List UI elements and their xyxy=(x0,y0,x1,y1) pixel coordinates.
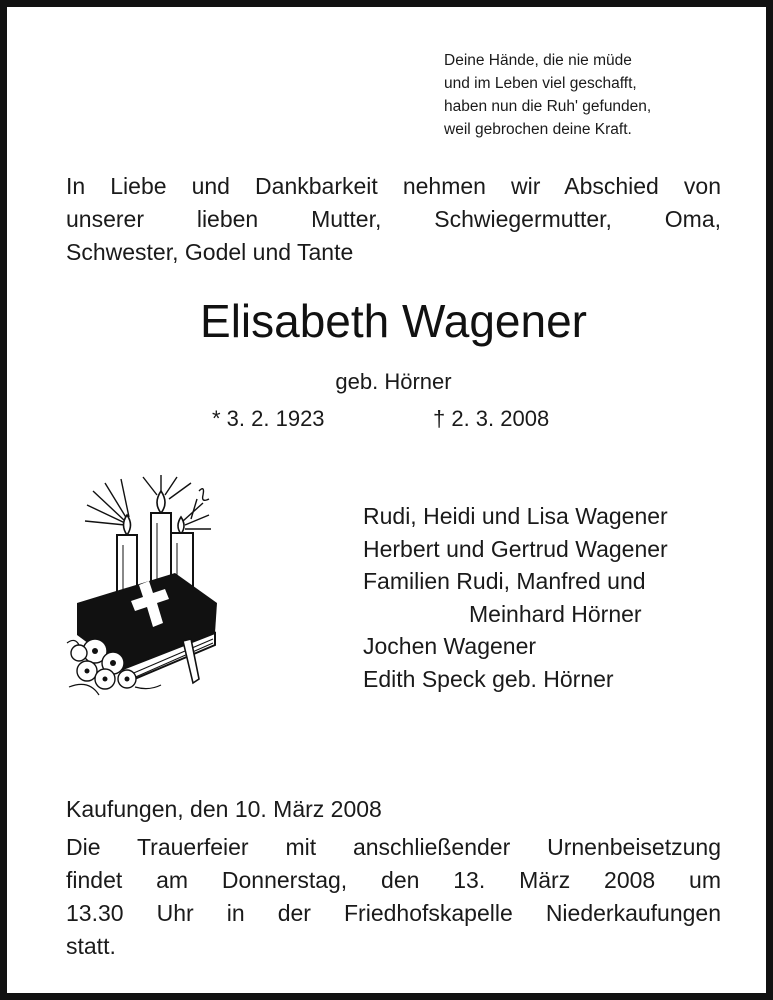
place-and-date: Kaufungen, den 10. März 2008 xyxy=(66,796,382,822)
mourner-line: Herbert und Gertrud Wagener xyxy=(363,535,668,562)
mourners-list xyxy=(363,500,668,695)
service-line: statt. xyxy=(66,933,116,959)
mourner-line: Meinhard Hörner xyxy=(469,600,642,627)
memorial-poem xyxy=(444,49,651,141)
service-line: Die Trauerfeier mit anschließender Urnenbeisetzung xyxy=(66,834,721,860)
birth-name: geb. Hörner xyxy=(335,369,452,394)
intro-line: unserer lieben Mutter, Schwiegermutter, Oma, xyxy=(66,206,721,232)
intro-line: In Liebe und Dankbarkeit nehmen wir Abschied von xyxy=(66,173,721,199)
poem-line: Deine Hände, die nie müde xyxy=(444,52,632,69)
mourner-line: Familien Rudi, Manfred und xyxy=(363,568,646,594)
mourner-line: Rudi, Heidi und Lisa Wagener xyxy=(363,503,668,529)
intro-line: Schwester, Godel und Tante xyxy=(66,239,354,265)
mourner-line: Edith Speck geb. Hörner xyxy=(363,665,614,692)
deceased-name: Elisabeth Wagener xyxy=(200,295,587,347)
poem-line: weil gebrochen deine Kraft. xyxy=(444,121,632,138)
mourner-line: Jochen Wagener xyxy=(363,633,537,659)
birth-date: * 3. 2. 1923 xyxy=(212,406,325,431)
service-line: 13.30 Uhr in der Friedhofskapelle Niederkaufungen xyxy=(66,900,721,926)
poem-line: und im Leben viel geschafft, xyxy=(444,75,637,92)
death-date: † 2. 3. 2008 xyxy=(433,406,550,431)
poem-line: haben nun die Ruh' gefunden, xyxy=(444,98,652,115)
farewell-intro xyxy=(66,170,721,269)
service-line: findet am Donnerstag, den 13. März 2008 um xyxy=(66,867,721,893)
bible-candles-flowers-icon xyxy=(65,473,225,701)
funeral-service-notice xyxy=(66,831,721,963)
